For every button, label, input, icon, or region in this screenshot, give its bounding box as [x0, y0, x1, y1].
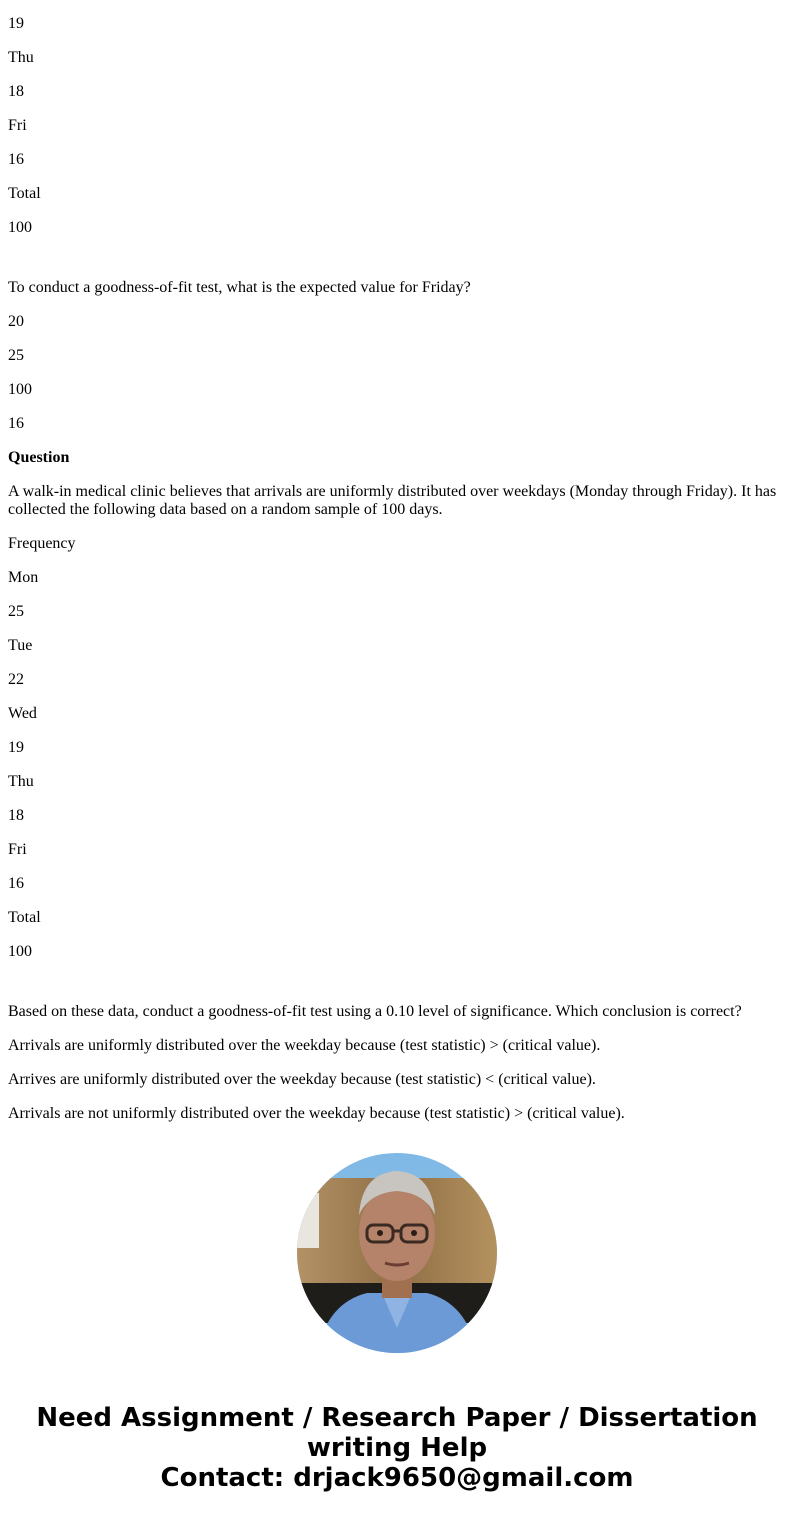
answer-option: 16 [8, 415, 24, 432]
table-cell: 19 [8, 15, 24, 32]
spacer [8, 253, 786, 263]
question-prompt: Based on these data, conduct a goodness-of-fit test using a 0.10 level of significance. Which conclusion is correct? [8, 1003, 742, 1020]
table-total-label: Total [8, 909, 41, 926]
table-cell-frequency: 25 [8, 603, 24, 620]
table-total-value: 100 [8, 943, 32, 960]
author-avatar [297, 1153, 497, 1353]
table-cell-frequency: 22 [8, 671, 24, 688]
answer-option: Arrives are uniformly distributed over the weekday because (test statistic) < (critical value). [8, 1071, 596, 1088]
banner-line-1: Need Assignment / Research Paper / Dissertation [36, 1403, 758, 1433]
table-cell-frequency: 19 [8, 739, 24, 756]
table-cell-day: Tue [8, 637, 33, 654]
answer-option: 20 [8, 313, 24, 330]
table-cell-day: Fri [8, 841, 27, 858]
contact-banner [0, 1403, 794, 1493]
table-cell: 16 [8, 151, 24, 168]
answer-option: Arrivals are not uniformly distributed over the weekday because (test statistic) > (critical value). [8, 1105, 625, 1122]
answer-option: 25 [8, 347, 24, 364]
table-cell: 100 [8, 219, 32, 236]
question-prompt: To conduct a goodness-of-fit test, what is the expected value for Friday? [8, 279, 471, 296]
contact-email: Contact: drjack9650@gmail.com [160, 1463, 634, 1493]
table-cell: Thu [8, 49, 34, 66]
question-heading: Question [8, 449, 70, 466]
document-body [8, 0, 786, 1139]
table-cell: Fri [8, 117, 27, 134]
table-header: Frequency [8, 535, 76, 552]
table-cell: 18 [8, 83, 24, 100]
spacer [8, 977, 786, 987]
table-cell: Total [8, 185, 41, 202]
banner-line-2: writing Help [306, 1433, 488, 1463]
person-photo-icon [297, 1153, 497, 1353]
table-cell-day: Thu [8, 773, 34, 790]
question-intro: A walk-in medical clinic believes that arrivals are uniformly distributed over weekdays (Monday through Friday). It has collected the following data based on a random sample of 100 days. [8, 483, 777, 518]
table-cell-day: Wed [8, 705, 37, 722]
table-cell-frequency: 18 [8, 807, 24, 824]
answer-option: Arrivals are uniformly distributed over the weekday because (test statistic) > (critical value). [8, 1037, 601, 1054]
answer-option: 100 [8, 381, 32, 398]
table-cell-day: Mon [8, 569, 39, 586]
table-cell-frequency: 16 [8, 875, 24, 892]
